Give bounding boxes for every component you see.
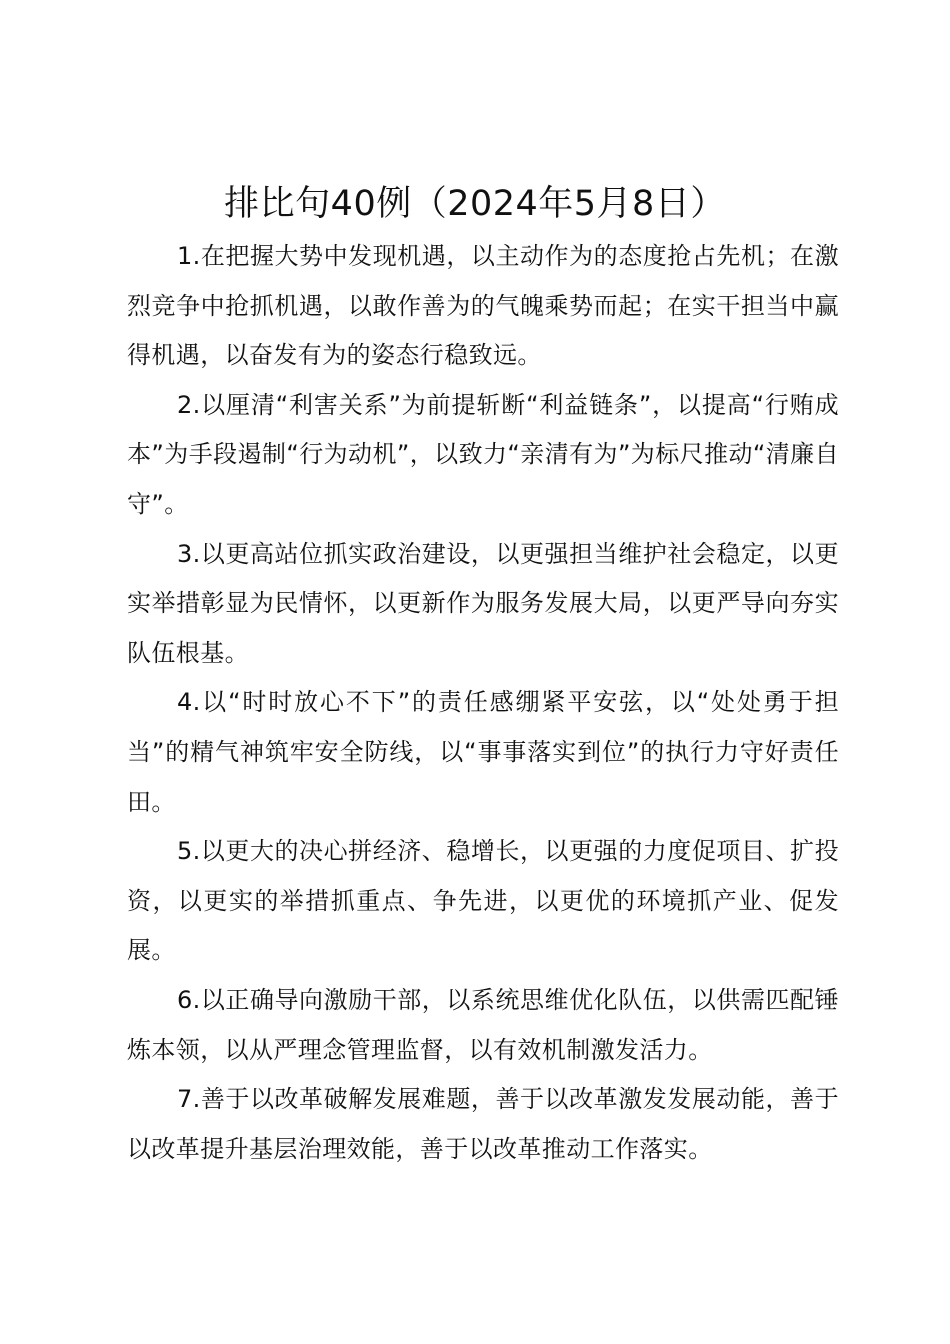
paragraph-2: 2.以厘清“利害关系”为前提斩断“利益链条”，以提高“行贿成本”为手段遏制“行为动机”，以致力“亲清有为”为标尺推动“清廉自守”。 <box>127 390 839 518</box>
document-title: 排比句40例（2024年5月8日） <box>224 184 726 224</box>
paragraph-7: 7.善于以改革破解发展难题，善于以改革激发发展动能，善于以改革提升基层治理效能，善于以改革推动工作落实。 <box>127 1085 839 1163</box>
paragraph-1: 1.在把握大势中发现机遇，以主动作为的态度抢占先机；在激烈竞争中抢抓机遇，以敢作善为的气魄乘势而起；在实干担当中赢得机遇，以奋发有为的姿态行稳致远。 <box>127 242 839 370</box>
paragraph-4: 4.以“时时放心不下”的责任感绷紧平安弦，以“处处勇于担当”的精气神筑牢安全防线，以“事事落实到位”的执行力守好责任田。 <box>127 688 839 816</box>
paragraph-5: 5.以更大的决心拼经济、稳增长，以更强的力度促项目、扩投资，以更实的举措抓重点、争先进，以更优的环境抓产业、促发展。 <box>127 837 839 965</box>
paragraph-6: 6.以正确导向激励干部，以系统思维优化队伍，以供需匹配锤炼本领，以从严理念管理监督，以有效机制激发活力。 <box>127 985 839 1064</box>
document-body <box>127 232 839 1174</box>
paragraph-3: 3.以更高站位抓实政治建设，以更强担当维护社会稳定，以更实举措彰显为民情怀，以更新作为服务发展大局，以更严导向夯实队伍根基。 <box>127 539 839 667</box>
